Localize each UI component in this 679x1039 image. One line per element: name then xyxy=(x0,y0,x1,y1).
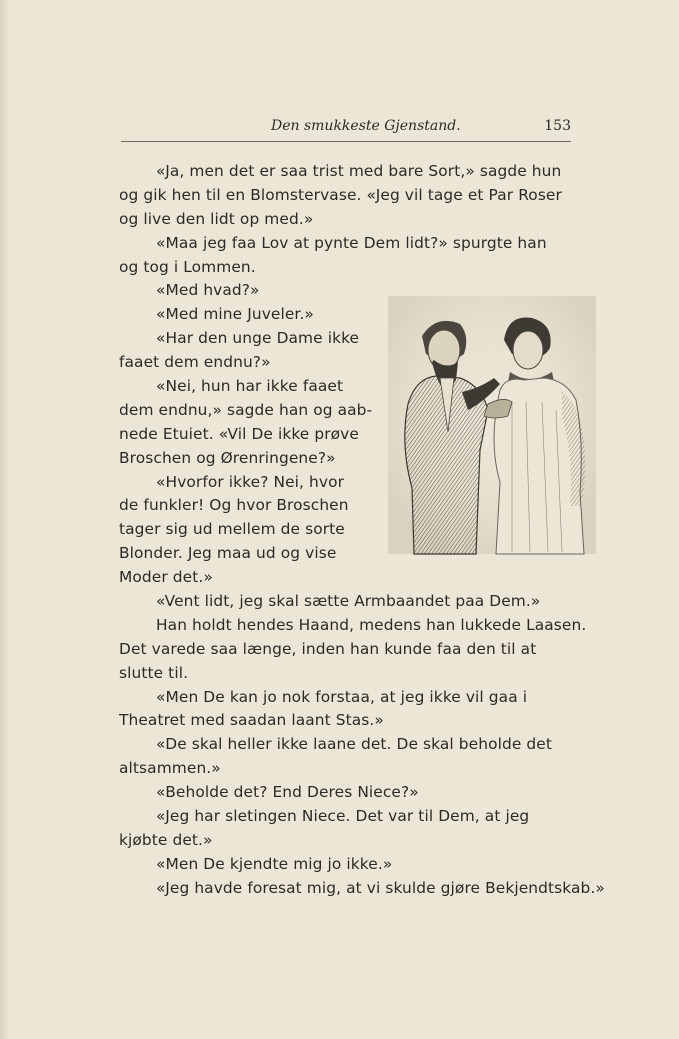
text-line: altsammen.» xyxy=(119,759,221,778)
illustration-couple xyxy=(384,292,600,558)
text-line: Han holdt hendes Haand, medens han lukkede Laasen. xyxy=(156,615,587,634)
text-line: og gik hen til en Blomstervase. «Jeg vil tage et Par Roser xyxy=(119,185,562,204)
text-line: «Beholde det? End Deres Niece?» xyxy=(156,783,419,802)
text-line: tager sig ud mellem de sorte xyxy=(119,520,345,539)
text-line: «Men De kan jo nok forstaa, at jeg ikke vil gaa i xyxy=(156,687,528,706)
text-line: og tog i Lommen. xyxy=(119,257,256,276)
text-line: «De skal heller ikke laane det. De skal beholde det xyxy=(156,735,552,754)
text-line: Det varede saa længe, inden han kunde faa den til at xyxy=(119,639,537,658)
page-number: 153 xyxy=(544,118,571,134)
text-line: Theatret med saadan laant Stas.» xyxy=(119,711,384,730)
text-line: «Jeg har sletingen Niece. Det var til Dem, at jeg xyxy=(156,807,530,826)
text-line: «Ja, men det er saa trist med bare Sort,» sagde hun xyxy=(156,162,562,180)
text-line: de funkler! Og hvor Broschen xyxy=(119,496,349,515)
text-line: Blonder. Jeg maa ud og vise xyxy=(119,544,337,563)
running-header xyxy=(121,118,571,138)
running-title: Den smukkeste Gjenstand. xyxy=(271,118,461,134)
text-line: dem endnu,» sagde han og aab- xyxy=(119,400,373,419)
text-line: slutte til. xyxy=(119,663,189,682)
text-line: «Men De kjendte mig jo ikke.» xyxy=(156,854,393,873)
text-line: «Maa jeg faa Lov at pynte Dem lidt?» spurgte han xyxy=(156,233,547,252)
text-line: «Vent lidt, jeg skal sætte Armbaandet paa Dem.» xyxy=(156,592,541,611)
text-line: «Har den unge Dame ikke xyxy=(156,329,360,348)
page-edge xyxy=(0,0,10,1039)
text-line: og live den lidt op med.» xyxy=(119,209,314,228)
text-line: faaet dem endnu?» xyxy=(119,353,271,372)
text-line: «Med mine Juveler.» xyxy=(156,305,314,324)
text-line: Moder det.» xyxy=(119,568,213,587)
header-rule xyxy=(121,141,571,142)
text-line: «Nei, hun har ikke faaet xyxy=(156,377,344,396)
text-line: «Jeg havde foresat mig, at vi skulde gjøre Bekjendtskab.» xyxy=(156,878,605,897)
text-line: Broschen og Ørenringene?» xyxy=(119,448,336,467)
text-line: kjøbte det.» xyxy=(119,830,213,849)
text-line: nede Etuiet. «Vil De ikke prøve xyxy=(119,424,359,443)
text-line: «Hvorfor ikke? Nei, hvor xyxy=(156,472,345,491)
text-line: «Med hvad?» xyxy=(156,281,260,300)
